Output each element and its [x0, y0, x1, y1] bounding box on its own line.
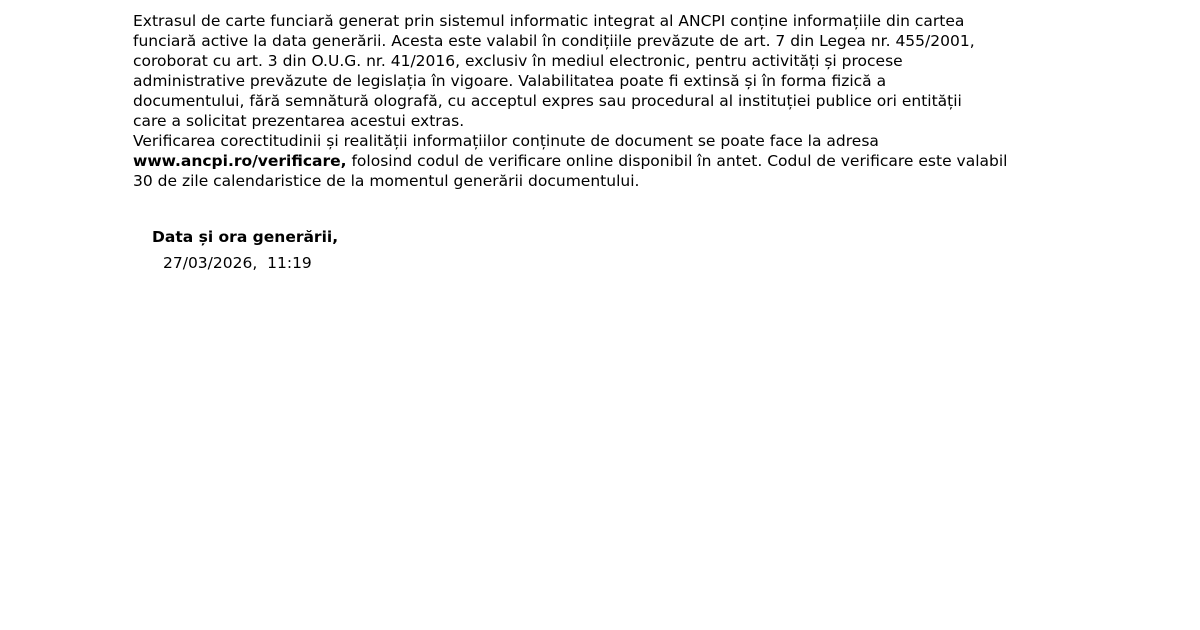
- disclaimer-line: Extrasul de carte funciară generat prin sistemul informatic integrat al ANCPI conține informațiile din cartea: [133, 12, 965, 30]
- disclaimer-paragraph: [133, 11, 1007, 191]
- disclaimer-line: funciară active la data generării. Acesta este valabil în condițiile prevăzute de art. 7 din Legea nr. 455/2001,: [133, 32, 975, 50]
- generation-date-label: Data și ora generării,: [152, 228, 339, 246]
- disclaimer-line: care a solicitat prezentarea acestui extras.: [133, 112, 465, 130]
- verification-url-text: www.ancpi.ro/verificare,: [133, 152, 347, 170]
- disclaimer-line: Verificarea corectitudinii și realității informațiilor conținute de document se poate face la adresa: [133, 132, 879, 150]
- disclaimer-line: coroborat cu art. 3 din O.U.G. nr. 41/2016, exclusiv în mediul electronic, pentru activități și procese: [133, 52, 903, 70]
- disclaimer-validity-line: 30 de zile calendaristice de la momentul generării documentului.: [133, 172, 640, 190]
- disclaimer-verification-line: [133, 151, 1007, 171]
- generation-datetime-value: 27/03/2026, 11:19: [163, 254, 312, 272]
- disclaimer-line: documentului, fără semnătură olografă, cu acceptul expres sau procedural al instituției publice ori entității: [133, 92, 962, 110]
- verification-line-rest: folosind codul de verificare online disponibil în antet. Codul de verificare este valabil: [346, 152, 1008, 170]
- disclaimer-line: administrative prevăzute de legislația în vigoare. Valabilitatea poate fi extinsă și în forma fizică a: [133, 72, 887, 90]
